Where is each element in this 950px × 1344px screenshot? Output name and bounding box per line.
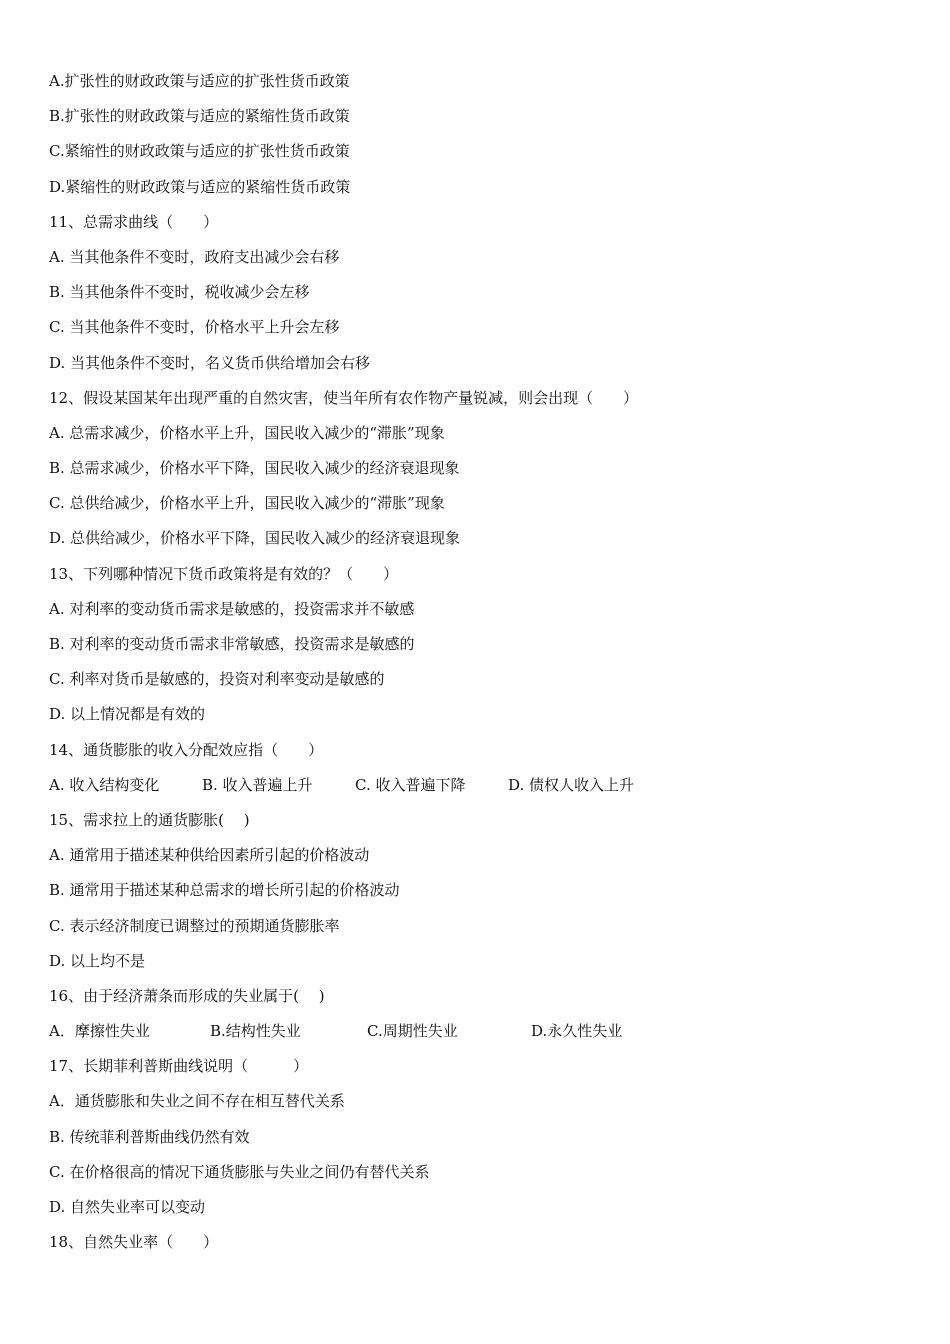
q13-option-c: C. 利率对货币是敏感的，投资对利率变动是敏感的 bbox=[49, 670, 385, 689]
q15-option-d: D. 以上均不是 bbox=[49, 951, 146, 970]
q18-stem: 18、自然失业率（ ） bbox=[49, 1233, 219, 1252]
q14-stem: 14、通货膨胀的收入分配效应指（ ） bbox=[49, 740, 324, 759]
q12-option-c: C. 总供给减少，价格水平上升，国民收入减少的“滞胀”现象 bbox=[49, 494, 445, 513]
q17-stem: 17、长期菲利普斯曲线说明（ ） bbox=[49, 1057, 309, 1076]
q12-option-a: A. 总需求减少，价格水平上升，国民收入减少的“滞胀”现象 bbox=[49, 423, 445, 442]
q14-option-d: D. 债权人收入上升 bbox=[508, 775, 635, 794]
questions-17-18 bbox=[49, 1049, 909, 1260]
q10-option-a: A.扩张性的财政政策与适应的扩张性货币政策 bbox=[49, 72, 350, 90]
document-page bbox=[49, 64, 909, 1260]
q10-option-c: C.紧缩性的财政政策与适应的扩张性货币政策 bbox=[49, 142, 350, 161]
q17-option-c: C. 在价格很高的情况下通货膨胀与失业之间仍有替代关系 bbox=[49, 1162, 430, 1181]
q15-option-a: A. 通常用于描述某种供给因素所引起的价格波动 bbox=[49, 846, 370, 865]
q13-stem: 13、下列哪种情况下货币政策将是有效的？（ ） bbox=[49, 564, 399, 583]
q13-option-a: A. 对利率的变动货币需求是敏感的，投资需求并不敏感 bbox=[49, 599, 415, 618]
q16-option-a: A．摩擦性失业 bbox=[49, 1022, 150, 1041]
q16-option-b: B.结构性失业 bbox=[210, 1022, 301, 1041]
q12-option-b: B. 总需求减少，价格水平下降，国民收入减少的经济衰退现象 bbox=[49, 459, 460, 478]
q11-stem: 11、总需求曲线（ ） bbox=[49, 212, 219, 231]
q16-stem: 16、由于经济萧条而形成的失业属于( ) bbox=[49, 986, 325, 1005]
q16-options bbox=[49, 1014, 909, 1049]
questions-10-14 bbox=[49, 64, 909, 768]
q13-option-b: B. 对利率的变动货币需求非常敏感，投资需求是敏感的 bbox=[49, 635, 415, 653]
q10-option-d: D.紧缩性的财政政策与适应的紧缩性货币政策 bbox=[49, 177, 351, 196]
q14-option-c: C. 收入普遍下降 bbox=[355, 775, 466, 794]
q11-option-b: B. 当其他条件不变时，税收减少会左移 bbox=[49, 283, 310, 302]
q16-option-d: D.永久性失业 bbox=[531, 1022, 623, 1041]
q15-option-b: B. 通常用于描述某种总需求的增长所引起的价格波动 bbox=[49, 881, 400, 900]
q16-option-c: C.周期性失业 bbox=[367, 1022, 458, 1041]
q13-option-d: D. 以上情况都是有效的 bbox=[49, 705, 206, 724]
q14-option-b: B. 收入普遍上升 bbox=[202, 775, 313, 794]
q11-option-d: D. 当其他条件不变时，名义货币供给增加会右移 bbox=[49, 353, 371, 372]
q14-options bbox=[49, 768, 909, 803]
q12-stem: 12、假设某国某年出现严重的自然灾害，使当年所有农作物产量锐减，则会出现（ ） bbox=[49, 388, 639, 407]
q11-option-a: A. 当其他条件不变时，政府支出减少会右移 bbox=[49, 247, 340, 266]
q11-option-c: C. 当其他条件不变时，价格水平上升会左移 bbox=[49, 318, 340, 337]
q15-stem: 15、需求拉上的通货膨胀( ) bbox=[49, 810, 250, 829]
q17-option-d: D. 自然失业率可以变动 bbox=[49, 1198, 206, 1216]
questions-15-16 bbox=[49, 803, 909, 1014]
q14-option-a: A. 收入结构变化 bbox=[49, 775, 160, 794]
q12-option-d: D. 总供给减少，价格水平下降，国民收入减少的经济衰退现象 bbox=[49, 529, 461, 548]
q15-option-c: C. 表示经济制度已调整过的预期通货膨胀率 bbox=[49, 916, 340, 935]
q17-option-a: A．通货膨胀和失业之间不存在相互替代关系 bbox=[49, 1092, 345, 1111]
q17-option-b: B. 传统菲利普斯曲线仍然有效 bbox=[49, 1127, 250, 1146]
q10-option-b: B.扩张性的财政政策与适应的紧缩性货币政策 bbox=[49, 107, 350, 126]
